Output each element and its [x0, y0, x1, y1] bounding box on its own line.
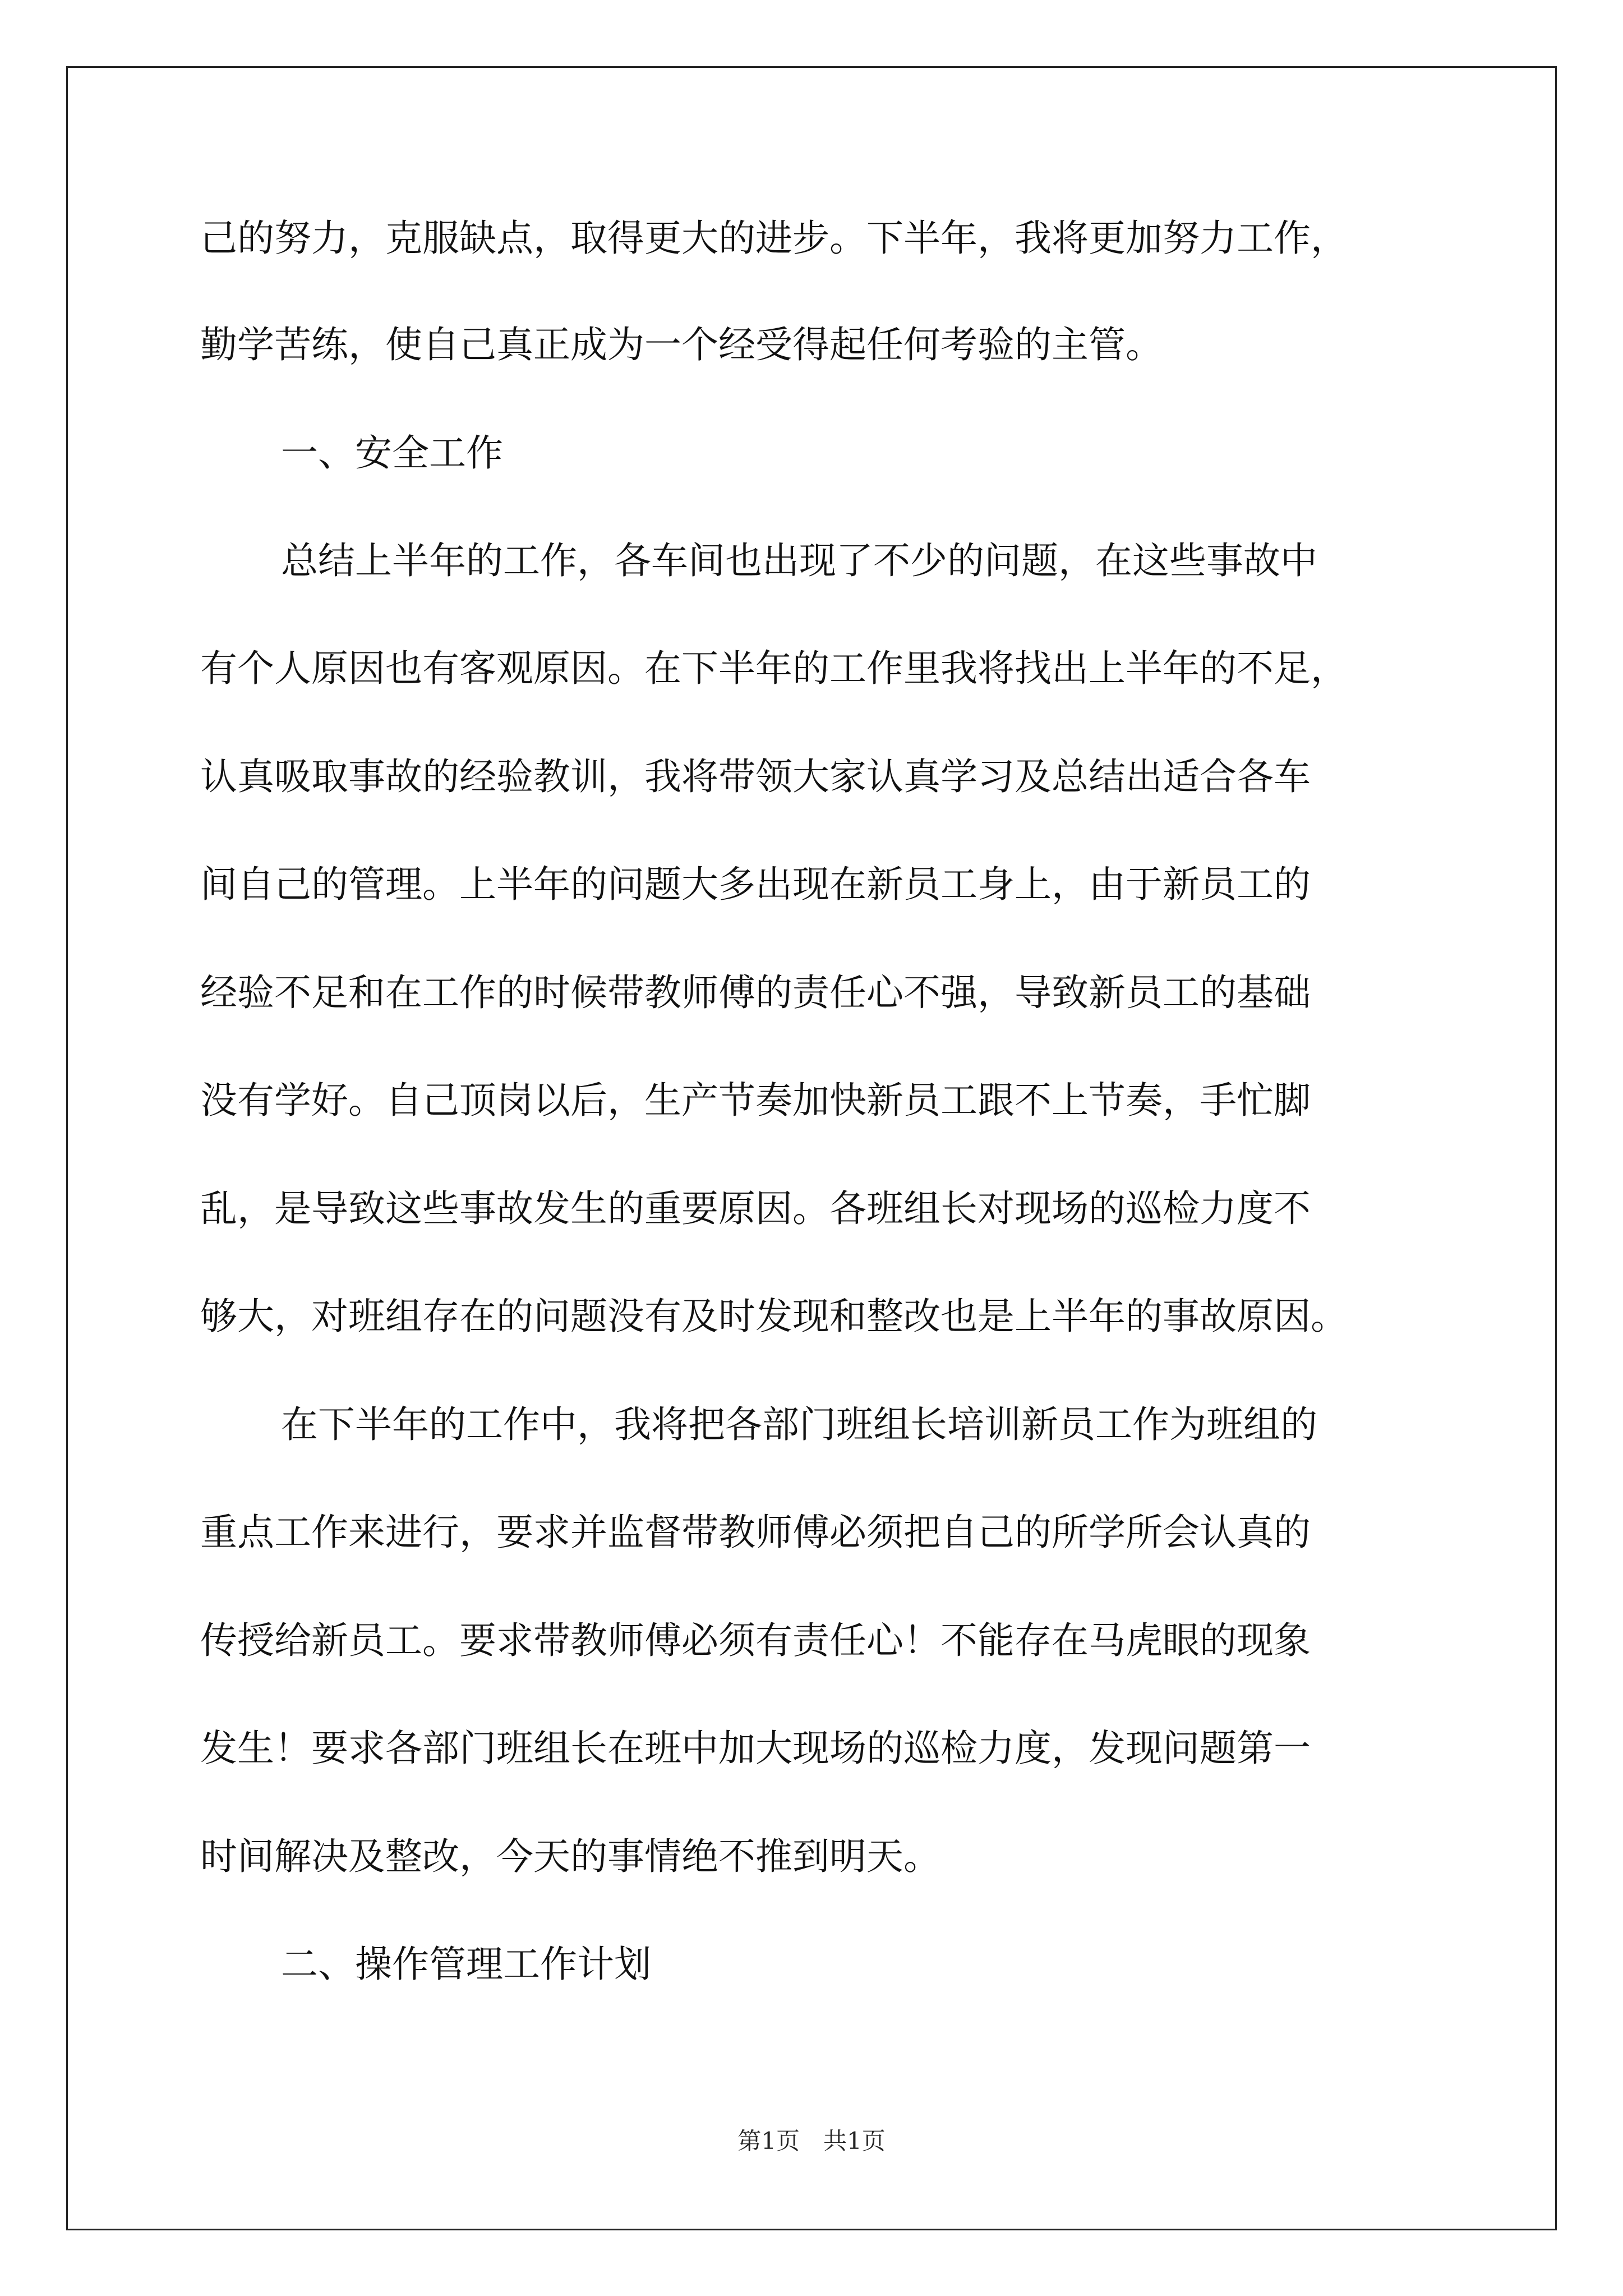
- page-number-footer: 第1页 共1页: [737, 2127, 886, 2155]
- text-line: 勤学苦练，使自己真正成为一个经受得起任何考验的主管。: [200, 323, 1163, 366]
- text-line: 在下半年的工作中，我将把各部门班组长培训新员工作为班组的: [281, 1403, 1317, 1446]
- text-line: 乱，是导致这些事故发生的重要原因。各班组长对现场的巡检力度不: [200, 1187, 1311, 1230]
- text-line: 己的努力，克服缺点，取得更大的进步。下半年，我将更加努力工作，: [200, 217, 1348, 260]
- text-line: 够大，对班组存在的问题没有及时发现和整改也是上半年的事故原因。: [200, 1295, 1348, 1338]
- text-line: 传授给新员工。要求带教师傅必须有责任心！不能存在马虎眼的现象: [200, 1619, 1311, 1662]
- text-line: 有个人原因也有客观原因。在下半年的工作里我将找出上半年的不足，: [200, 647, 1348, 690]
- text-line: 间自己的管理。上半年的问题大多出现在新员工身上，由于新员工的: [200, 863, 1311, 906]
- text-line: 经验不足和在工作的时候带教师傅的责任心不强，导致新员工的基础: [200, 971, 1311, 1014]
- text-line: 认真吸取事故的经验教训，我将带领大家认真学习及总结出适合各车: [200, 755, 1311, 798]
- text-line: 发生！要求各部门班组长在班中加大现场的巡检力度，发现问题第一: [200, 1727, 1311, 1770]
- page-border: [66, 66, 1557, 2230]
- text-line: 时间解决及整改，今天的事情绝不推到明天。: [200, 1835, 940, 1878]
- text-line: 总结上半年的工作，各车间也出现了不少的问题，在这些事故中: [281, 539, 1317, 582]
- section-heading-safety: 一、安全工作: [281, 431, 503, 475]
- text-line: 没有学好。自己顶岗以后，生产节奏加快新员工跟不上节奏，手忙脚: [200, 1079, 1311, 1122]
- text-line: 重点工作来进行，要求并监督带教师傅必须把自己的所学所会认真的: [200, 1511, 1311, 1554]
- section-heading-operations: 二、操作管理工作计划: [281, 1943, 651, 1986]
